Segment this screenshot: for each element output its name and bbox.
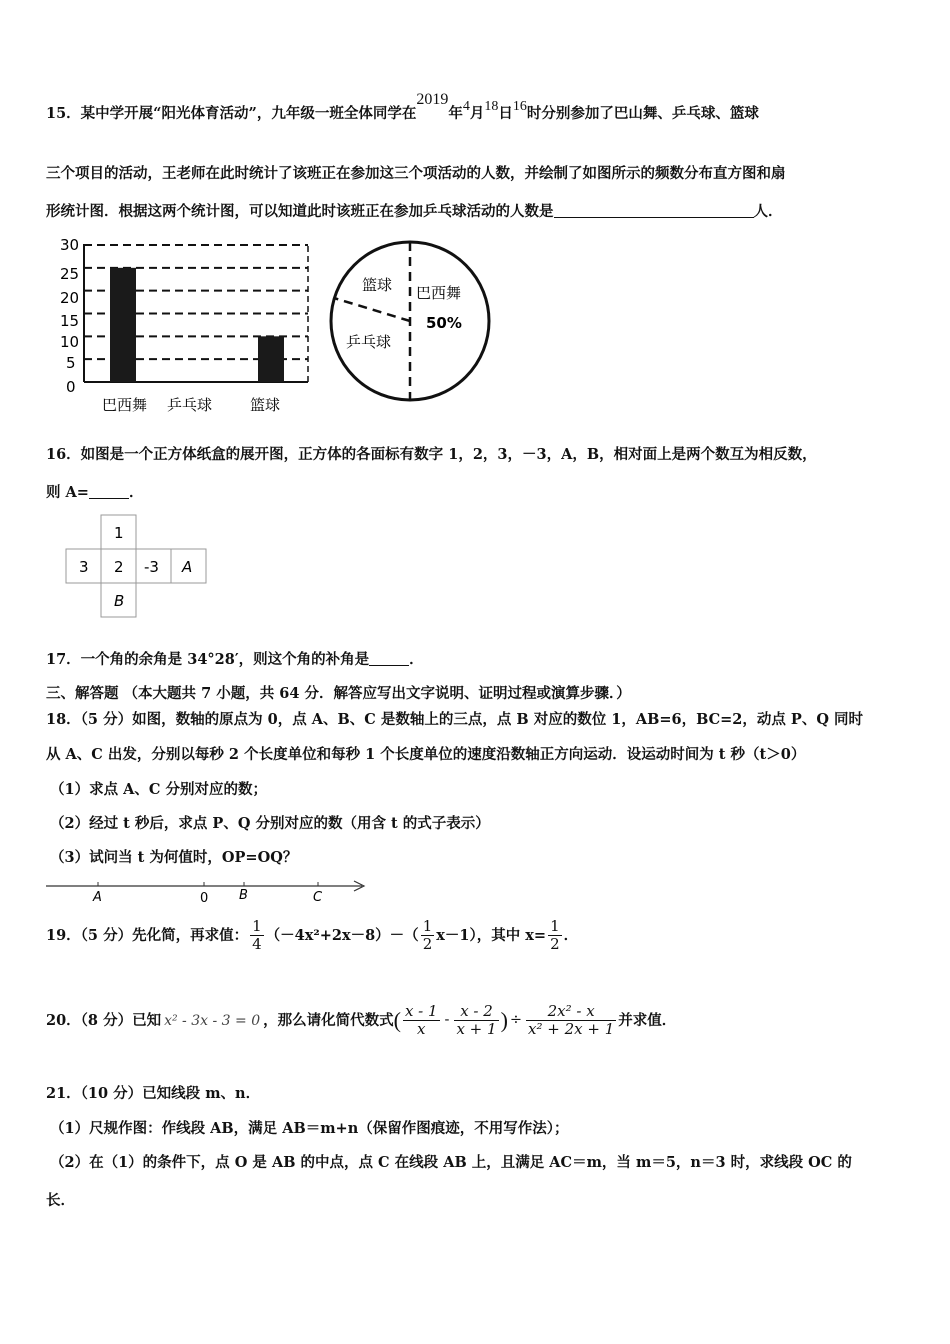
q18-line1: 18．（5 分）如图，数轴的原点为 0，点 A、B、C 是数轴上的三点，点 B 对应的数位 1，AB=6，BC=2，动点 P、Q 同时 [46,711,864,728]
q20-mid: ，那么请化简代数式 [263,1011,394,1029]
q15-nian: 年 [448,105,463,122]
q19-frac-3 [548,918,562,954]
category-brazil: 巴西舞 [102,396,148,414]
q15-month: 4 [462,99,470,114]
q18-sub3: （3）试问当 t 为何值时，OP=OQ？ [50,849,298,866]
pie-label-brazil: 巴西舞 [416,284,462,302]
y-tick-25: 25 [60,265,80,283]
q17-line [46,651,424,668]
q19-expr1: （－4x²+2x－8）－（ [265,926,419,944]
axis-label-B: B [239,888,248,903]
q19-frac2-den: 2 [422,935,433,954]
q20-paren-open: ( [393,1007,401,1033]
category-basketball: 篮球 [250,396,281,414]
q19-frac2-num: 1 [422,917,433,935]
q18-sub2: （2）经过 t 秒后，求点 P、Q 分别对应的数（用含 t 的式子表示） [50,815,490,832]
bar-chart [50,232,315,417]
q15-yue: 月 [469,105,485,122]
q19-frac-1 [250,918,264,954]
pie-chart [326,238,496,408]
pie-label-pingpong: 乒乓球 [346,333,392,351]
q15-line1 [46,91,759,124]
q19-frac-2 [421,918,435,954]
q20-frac-b-num: x - 2 [460,1002,493,1020]
cube-net [64,514,210,620]
q15-line3-text: 形统计图．根据这两个统计图，可以知道此时该班正在参加乒乓球活动的人数是 [46,203,554,220]
q19-frac3-num: 1 [550,917,560,935]
q15-text-b: 时分别参加了巴山舞、乒乓球、篮球 [526,105,759,122]
q19-line [46,918,578,954]
q16-answer-blank[interactable] [89,484,129,499]
y-tick-30: 30 [60,236,80,254]
net-value-right1: -3 [144,558,159,576]
net-value-right2: A [182,558,193,576]
axis-label-A: A [93,890,102,905]
net-value-center: 2 [114,558,124,576]
category-pingpong: 乒乓球 [167,396,213,414]
q20-paren-close: ) [500,1007,508,1033]
q21-sub2: （2）在（1）的条件下，点 O 是 AB 的中点，点 C 在线段 AB 上，且满足 AC＝m，当 m＝5，n＝3 时，求线段 OC 的 [50,1154,852,1171]
bar-brazil [110,268,136,382]
q18-line2: 从 A、C 出发，分别以每秒 2 个长度单位和每秒 1 个长度单位的速度沿数轴正方向运动．设运动时间为 t 秒（t＞0） [46,746,806,763]
q15-year: 2019 [416,91,449,108]
q15-line2: 三个项目的活动，王老师在此时统计了该班正在参加这三个项活动的人数，并绘制了如图所示的频数分布直方图和扇 [46,165,786,182]
q18-sub1: （1）求点 A、C 分别对应的数； [50,781,267,798]
q19-expr2: x－1），其中 x= [436,926,547,944]
q19-frac3-den: 2 [550,935,560,954]
q20-line [46,1003,676,1039]
q20-frac-c [526,1003,616,1039]
q19-end: ． [563,926,579,944]
q15-line3 [46,203,783,220]
q16-line1: 16．如图是一个正方体纸盒的展开图，正方体的各面标有数字 1，2，3，－3，A，B，相对面上是两个数互为相反数， [46,446,817,463]
q19-frac1-num: 1 [252,917,262,935]
q20-prefix: 20．（8 分）已知 [46,1011,162,1029]
net-value-left: 3 [79,558,89,576]
net-value-bottom: B [114,592,125,610]
q15-line3-end: 人． [753,203,783,220]
q17-text: 17．一个角的余角是 34°28′，则这个角的补角是 [46,651,370,668]
q20-frac-a-num: x - 1 [404,1002,438,1020]
axis-label-C: C [313,890,323,905]
q20-frac-c-den: x² + 2x + 1 [528,1020,615,1039]
y-tick-0: 0 [66,378,76,396]
q16-line2 [46,484,143,501]
q20-frac-b-den: x + 1 [456,1020,497,1039]
pie-label-basketball: 篮球 [362,276,393,294]
q21-sub2-end: 长． [46,1192,75,1209]
q19-prefix: 19．（5 分）先化简，再求值： [46,926,249,944]
q20-div: ÷ [509,1012,523,1029]
y-tick-5: 5 [66,354,76,372]
axis-label-O: 0 [200,891,209,906]
q16-line2-text: 则 A= [46,484,89,501]
q15-hour: 16 [512,99,527,114]
q21-sub1: （1）尺规作图：作线段 AB，满足 AB＝m+n（保留作图痕迹，不用写作法）； [50,1120,569,1137]
q16-line2-end: ． [128,484,144,501]
y-tick-20: 20 [60,289,80,307]
q15-answer-blank[interactable] [554,203,754,218]
q20-frac-b [454,1003,498,1039]
net-value-top: 1 [114,524,124,542]
q20-frac-c-num: 2x² - x [547,1002,595,1020]
section3-heading: 三、解答题 （本大题共 7 小题，共 64 分．解答应写出文字说明、证明过程或演算步骤．） [46,685,631,702]
pie-divider-left [334,298,410,321]
q15-ri: 日 [498,105,513,122]
q15-text-a: 15．某中学开展“阳光体育活动”，九年级一班全体同学在 [46,105,417,122]
q20-equation: x² - 3x - 3 = 0 [164,1012,261,1029]
q20-frac-a [403,1003,440,1039]
y-tick-10: 10 [60,333,80,351]
q15-day: 18 [484,99,499,114]
q17-answer-blank[interactable] [369,651,409,666]
q19-frac1-den: 4 [252,935,262,954]
number-line [44,874,374,908]
q20-end: 并求值． [618,1011,677,1029]
q20-frac-a-den: x [403,1020,440,1038]
y-tick-15: 15 [60,312,80,330]
q17-end: ． [409,651,424,668]
q20-minus: - [444,1012,450,1029]
q21-line1: 21．（10 分）已知线段 m、n． [46,1085,261,1102]
pie-label-pct: 50% [426,314,462,332]
bar-basketball [258,336,284,382]
